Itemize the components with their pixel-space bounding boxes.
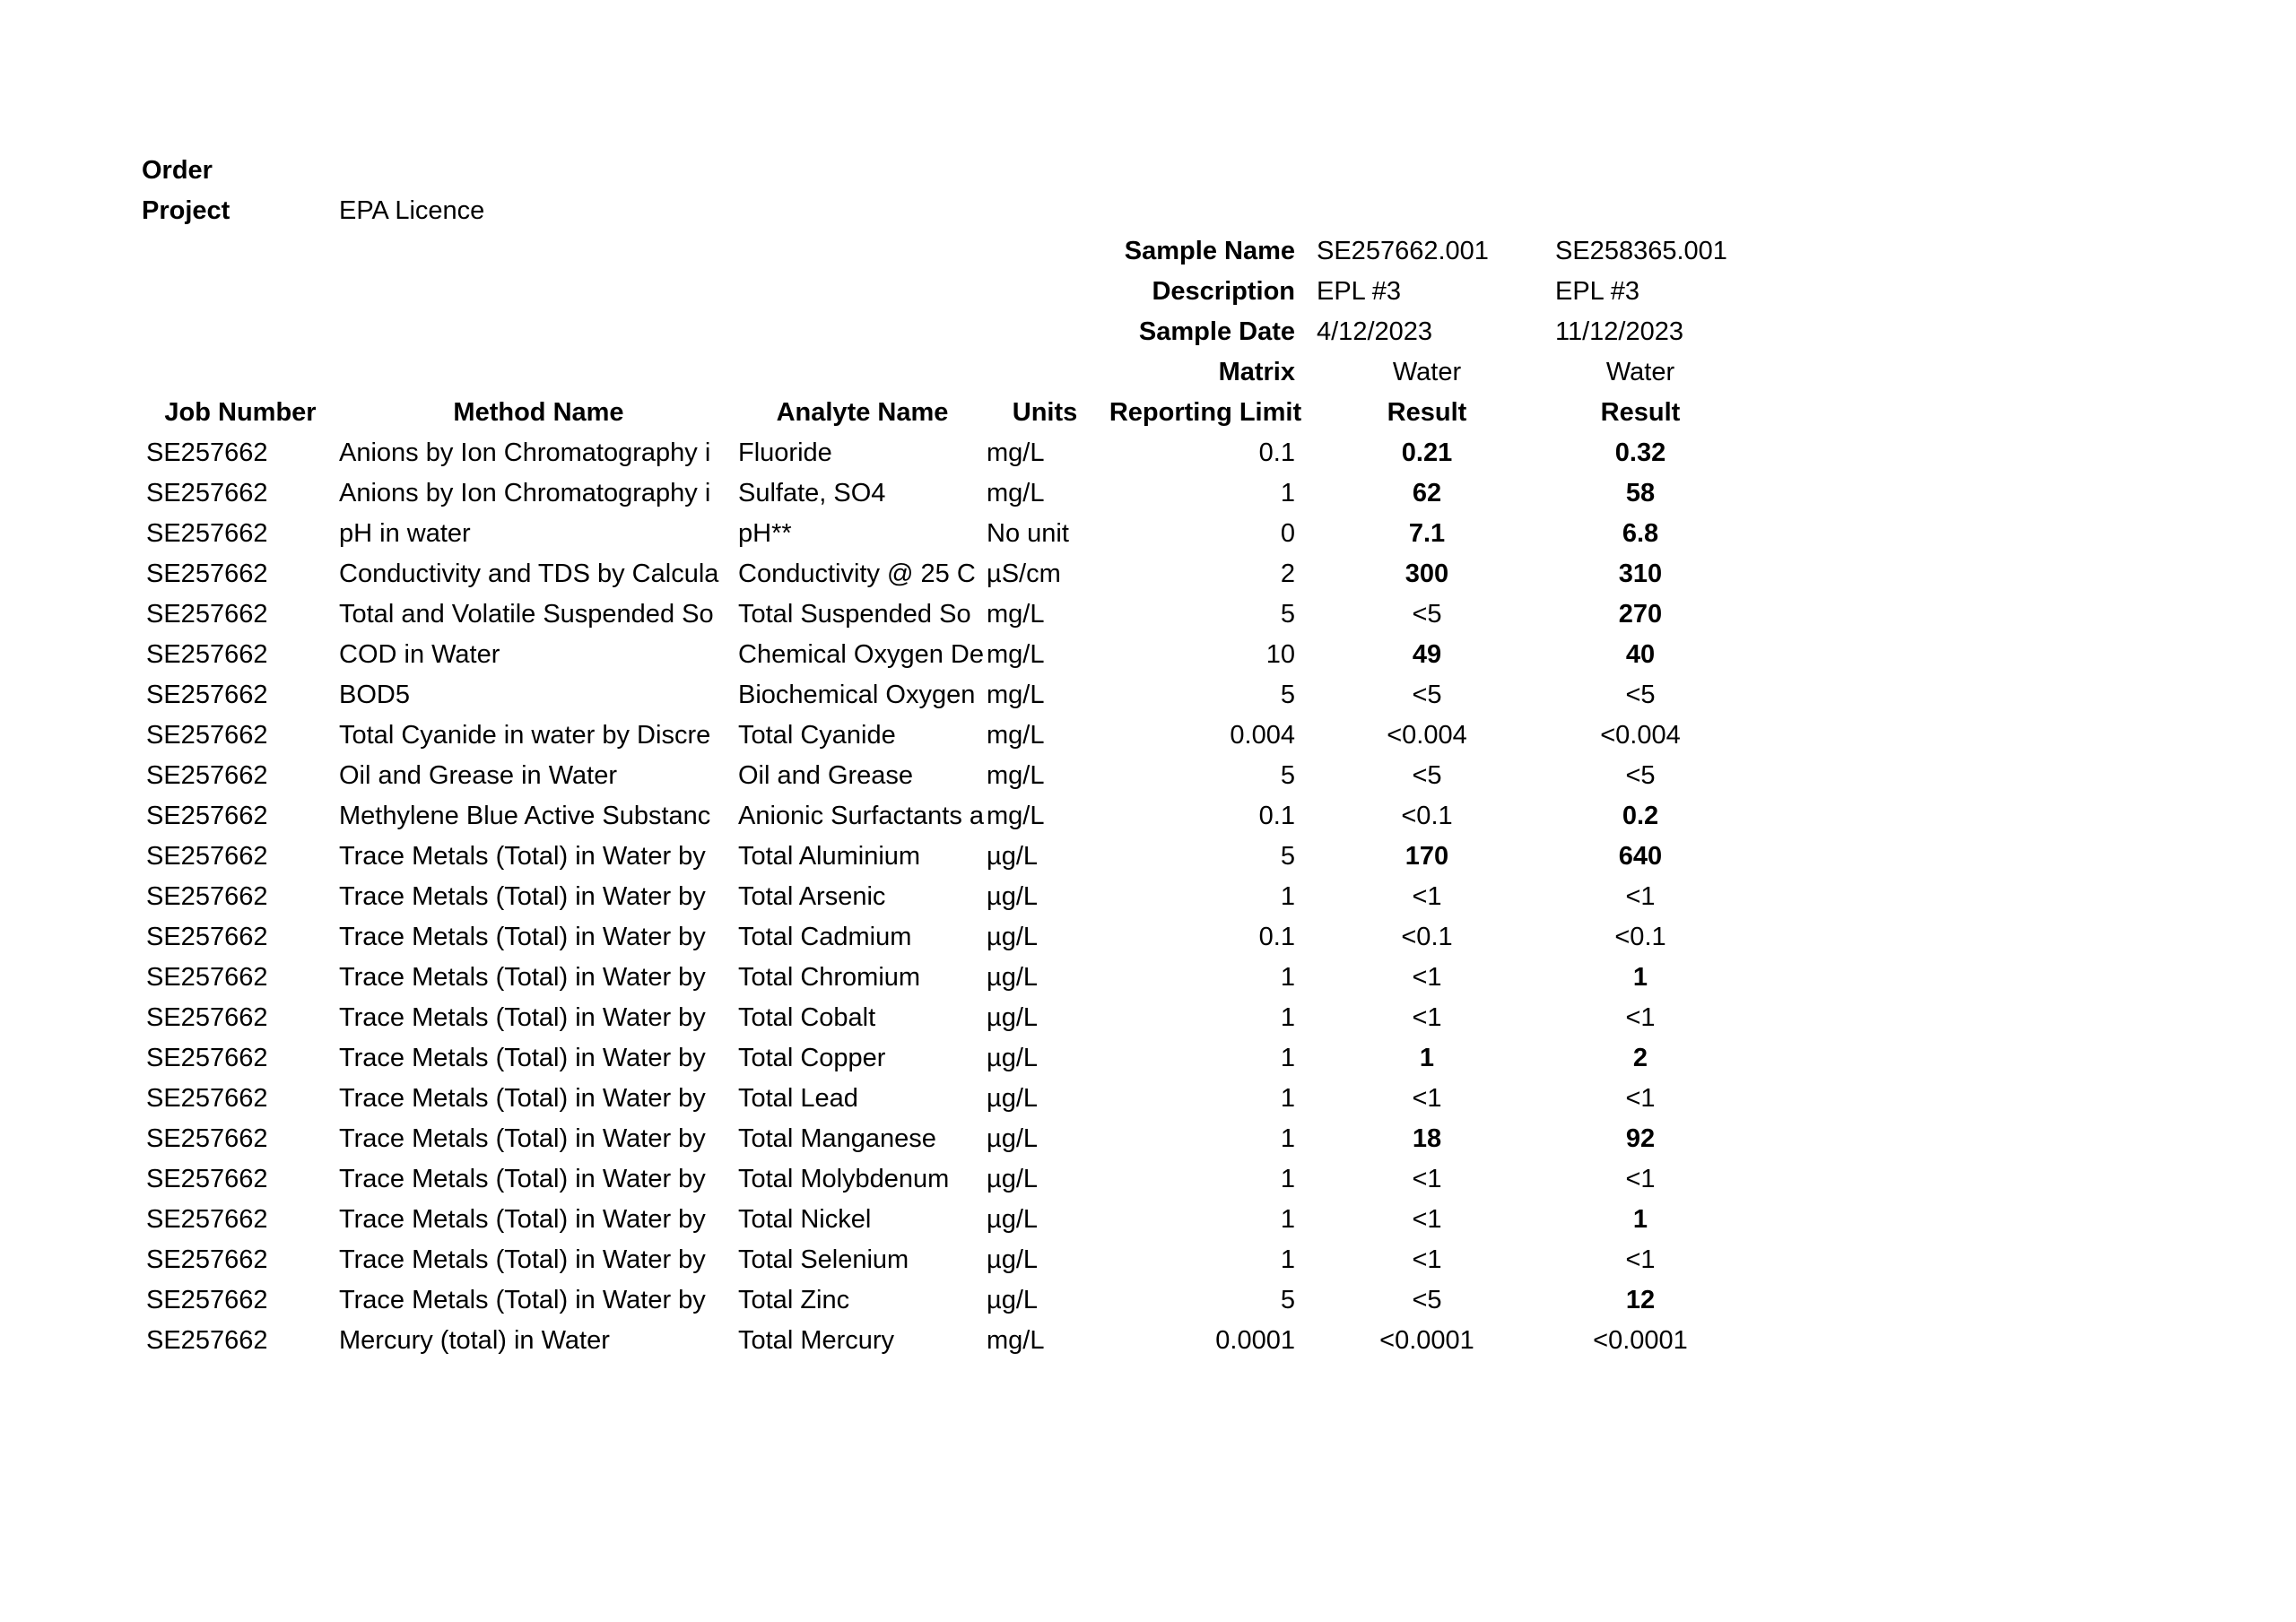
result1-cell: <0.1 (1401, 923, 1453, 951)
result1-cell: <1 (1412, 963, 1442, 992)
method-name-cell: Trace Metals (Total) in Water by (339, 1124, 706, 1153)
job-number-cell: SE257662 (146, 479, 268, 507)
reporting-limit-cell: 5 (1280, 842, 1295, 871)
reporting-limit-cell: 1 (1280, 1003, 1295, 1032)
job-number-cell: SE257662 (146, 1205, 268, 1234)
job-number-cell: SE257662 (146, 559, 268, 588)
result1-cell: <5 (1412, 761, 1442, 790)
result2-cell: <0.004 (1600, 721, 1681, 750)
result1-cell: <1 (1412, 1084, 1442, 1113)
job-number-cell: SE257662 (146, 438, 268, 467)
job-number-cell: SE257662 (146, 1326, 268, 1355)
reporting-limit-cell: 1 (1280, 479, 1295, 507)
job-number-cell: SE257662 (146, 600, 268, 629)
method-name-cell: Trace Metals (Total) in Water by (339, 842, 706, 871)
analyte-name-cell: pH** (738, 519, 792, 548)
sample-info-value-sample1: SE257662.001 (1317, 237, 1489, 265)
result2-cell: 640 (1618, 842, 1663, 871)
reporting-limit-cell: 0.1 (1258, 802, 1295, 830)
analyte-name-cell: Biochemical Oxygen (738, 681, 976, 709)
method-name-cell: BOD5 (339, 681, 410, 709)
job-number-cell: SE257662 (146, 640, 268, 669)
order-label: Order (142, 156, 213, 185)
analyte-name-cell: Total Chromium (738, 963, 921, 992)
result2-cell: <0.1 (1614, 923, 1666, 951)
reporting-limit-cell: 1 (1280, 1124, 1295, 1153)
result1-cell: <1 (1412, 1245, 1442, 1274)
method-name-cell: Anions by Ion Chromatography i (339, 479, 711, 507)
sample-info-value-sample1: Water (1392, 358, 1462, 386)
method-name-cell: Trace Metals (Total) in Water by (339, 923, 706, 951)
column-header-result-2: Result (1600, 398, 1681, 427)
sample-info-value-sample2: 11/12/2023 (1555, 317, 1683, 346)
order-spacer (339, 151, 1735, 191)
result2-cell: 1 (1632, 963, 1648, 992)
method-name-cell: Mercury (total) in Water (339, 1326, 610, 1355)
reporting-limit-cell: 5 (1280, 761, 1295, 790)
method-name-cell: pH in water (339, 519, 471, 548)
units-cell: mg/L (987, 721, 1045, 750)
sample-info-value-sample1: 4/12/2023 (1317, 317, 1433, 346)
job-number-cell: SE257662 (146, 802, 268, 830)
method-name-cell: Trace Metals (Total) in Water by (339, 1165, 706, 1193)
method-name-cell: Oil and Grease in Water (339, 761, 617, 790)
method-name-cell: Trace Metals (Total) in Water by (339, 882, 706, 911)
analyte-name-cell: Oil and Grease (738, 761, 914, 790)
analyte-name-cell: Total Lead (738, 1084, 858, 1113)
method-name-cell: Total and Volatile Suspended So (339, 600, 714, 629)
analyte-name-cell: Total Nickel (738, 1205, 872, 1234)
method-name-cell: Methylene Blue Active Substanc (339, 802, 711, 830)
column-header-job-number: Job Number (164, 398, 317, 427)
job-number-cell: SE257662 (146, 1084, 268, 1113)
units-cell: mg/L (987, 681, 1045, 709)
result2-cell: <1 (1625, 1084, 1656, 1113)
analyte-name-cell: Total Cobalt (738, 1003, 876, 1032)
reporting-limit-cell: 5 (1280, 1286, 1295, 1314)
result1-cell: <0.004 (1387, 721, 1467, 750)
method-name-cell: Anions by Ion Chromatography i (339, 438, 711, 467)
result2-cell: 58 (1625, 479, 1656, 507)
result2-cell: 270 (1618, 600, 1663, 629)
job-number-cell: SE257662 (146, 1044, 268, 1072)
analyte-name-cell: Total Copper (738, 1044, 886, 1072)
result2-cell: <0.0001 (1593, 1326, 1688, 1355)
result1-cell: 170 (1405, 842, 1449, 871)
units-cell: µg/L (987, 1245, 1039, 1274)
sample-info-label: Description (1152, 277, 1295, 306)
job-number-cell: SE257662 (146, 1286, 268, 1314)
result1-cell: 18 (1412, 1124, 1442, 1153)
analyte-name-cell: Total Molybdenum (738, 1165, 950, 1193)
reporting-limit-cell: 10 (1265, 640, 1295, 669)
method-name-cell: Trace Metals (Total) in Water by (339, 1286, 706, 1314)
reporting-limit-cell: 2 (1280, 559, 1295, 588)
result2-cell: 40 (1625, 640, 1656, 669)
analyte-name-cell: Conductivity @ 25 C (738, 559, 976, 588)
units-cell: mg/L (987, 761, 1045, 790)
result2-cell: 310 (1618, 559, 1663, 588)
sample-info-value-sample2: Water (1605, 358, 1675, 386)
result1-cell: 49 (1412, 640, 1442, 669)
result2-cell: <1 (1625, 1245, 1656, 1274)
units-cell: µg/L (987, 1044, 1039, 1072)
analyte-name-cell: Total Aluminium (738, 842, 921, 871)
units-cell: µg/L (987, 1084, 1039, 1113)
job-number-cell: SE257662 (146, 681, 268, 709)
result1-cell: <1 (1412, 1165, 1442, 1193)
job-number-cell: SE257662 (146, 1124, 268, 1153)
reporting-limit-cell: 1 (1280, 1084, 1295, 1113)
result2-cell: <5 (1625, 681, 1656, 709)
result1-cell: <1 (1412, 1205, 1442, 1234)
reporting-limit-cell: 1 (1280, 882, 1295, 911)
method-name-cell: Total Cyanide in water by Discre (339, 721, 711, 750)
column-header-reporting-limit: Reporting Limit (1109, 398, 1302, 427)
job-number-cell: SE257662 (146, 923, 268, 951)
reporting-limit-cell: 0.1 (1258, 923, 1295, 951)
reporting-limit-cell: 1 (1280, 1205, 1295, 1234)
analyte-name-cell: Total Arsenic (738, 882, 886, 911)
result1-cell: <1 (1412, 882, 1442, 911)
reporting-limit-cell: 0.0001 (1215, 1326, 1295, 1355)
result2-cell: <1 (1625, 882, 1656, 911)
reporting-limit-cell: 1 (1280, 963, 1295, 992)
sample-info-value-sample2: EPL #3 (1555, 277, 1640, 306)
sample-info-value-sample2: SE258365.001 (1555, 237, 1727, 265)
result1-cell: 62 (1412, 479, 1442, 507)
analyte-name-cell: Total Cadmium (738, 923, 912, 951)
reporting-limit-cell: 5 (1280, 600, 1295, 629)
units-cell: µg/L (987, 1286, 1039, 1314)
job-number-cell: SE257662 (146, 1003, 268, 1032)
units-cell: mg/L (987, 438, 1045, 467)
job-number-cell: SE257662 (146, 721, 268, 750)
result2-cell: 2 (1632, 1044, 1648, 1072)
project-value: EPA Licence (339, 196, 485, 225)
units-cell: mg/L (987, 1326, 1045, 1355)
result2-cell: 6.8 (1622, 519, 1659, 548)
project-spacer (738, 191, 1735, 231)
method-name-cell: Trace Metals (Total) in Water by (339, 963, 706, 992)
result2-cell: 1 (1632, 1205, 1648, 1234)
reporting-limit-cell: 0.1 (1258, 438, 1295, 467)
method-name-cell: Conductivity and TDS by Calcula (339, 559, 719, 588)
project-label: Project (142, 196, 230, 225)
units-cell: µg/L (987, 882, 1039, 911)
method-name-cell: Trace Metals (Total) in Water by (339, 1205, 706, 1234)
analyte-name-cell: Fluoride (738, 438, 832, 467)
result1-cell: 300 (1405, 559, 1449, 588)
result2-cell: <1 (1625, 1003, 1656, 1032)
job-number-cell: SE257662 (146, 1165, 268, 1193)
result2-cell: 0.2 (1622, 802, 1659, 830)
job-number-cell: SE257662 (146, 1245, 268, 1274)
result2-cell: 92 (1625, 1124, 1656, 1153)
column-header-result-1: Result (1387, 398, 1467, 427)
analyte-name-cell: Total Mercury (738, 1326, 895, 1355)
reporting-limit-cell: 5 (1280, 681, 1295, 709)
job-number-cell: SE257662 (146, 963, 268, 992)
reporting-limit-cell: 1 (1280, 1245, 1295, 1274)
analyte-name-cell: Sulfate, SO4 (738, 479, 886, 507)
units-cell: µg/L (987, 1205, 1039, 1234)
units-cell: mg/L (987, 600, 1045, 629)
column-header-units: Units (1012, 398, 1078, 427)
sample-info-label: Sample Name (1124, 237, 1295, 265)
method-name-cell: Trace Metals (Total) in Water by (339, 1245, 706, 1274)
analyte-name-cell: Total Suspended So (738, 600, 971, 629)
units-cell: No unit (987, 519, 1069, 548)
analyte-name-cell: Total Cyanide (738, 721, 896, 750)
analyte-name-cell: Anionic Surfactants a (738, 802, 985, 830)
job-number-cell: SE257662 (146, 842, 268, 871)
analyte-name-cell: Total Zinc (738, 1286, 850, 1314)
units-cell: µg/L (987, 1165, 1039, 1193)
result1-cell: <1 (1412, 1003, 1442, 1032)
result2-cell: 12 (1625, 1286, 1656, 1314)
job-number-cell: SE257662 (146, 882, 268, 911)
result1-cell: <5 (1412, 1286, 1442, 1314)
result2-cell: 0.32 (1614, 438, 1666, 467)
result1-cell: <0.0001 (1379, 1326, 1474, 1355)
result1-cell: <5 (1412, 681, 1442, 709)
reporting-limit-cell: 1 (1280, 1044, 1295, 1072)
units-cell: mg/L (987, 640, 1045, 669)
analyte-name-cell: Total Selenium (738, 1245, 909, 1274)
result1-cell: 1 (1419, 1044, 1435, 1072)
units-cell: mg/L (987, 479, 1045, 507)
analyte-name-cell: Total Manganese (738, 1124, 936, 1153)
reporting-limit-cell: 0.004 (1230, 721, 1295, 750)
units-cell: µS/cm (987, 559, 1061, 588)
units-cell: µg/L (987, 923, 1039, 951)
result1-cell: <5 (1412, 600, 1442, 629)
method-name-cell: Trace Metals (Total) in Water by (339, 1003, 706, 1032)
result1-cell: 0.21 (1401, 438, 1453, 467)
units-cell: µg/L (987, 1124, 1039, 1153)
sample-info-label: Matrix (1218, 358, 1295, 386)
job-number-cell: SE257662 (146, 519, 268, 548)
method-name-cell: COD in Water (339, 640, 500, 669)
units-cell: µg/L (987, 842, 1039, 871)
result1-cell: 7.1 (1408, 519, 1446, 548)
units-cell: µg/L (987, 963, 1039, 992)
column-header-analyte-name: Analyte Name (776, 398, 949, 427)
analyte-name-cell: Chemical Oxygen De (738, 640, 984, 669)
reporting-limit-cell: 0 (1280, 519, 1295, 548)
sample-info-value-sample1: EPL #3 (1317, 277, 1402, 306)
result2-cell: <5 (1625, 761, 1656, 790)
sample-info-label: Sample Date (1138, 317, 1295, 346)
lab-results-sheet (142, 151, 1735, 1361)
units-cell: mg/L (987, 802, 1045, 830)
method-name-cell: Trace Metals (Total) in Water by (339, 1084, 706, 1113)
method-name-cell: Trace Metals (Total) in Water by (339, 1044, 706, 1072)
column-header-method-name: Method Name (453, 398, 624, 427)
result2-cell: <1 (1625, 1165, 1656, 1193)
result1-cell: <0.1 (1401, 802, 1453, 830)
units-cell: µg/L (987, 1003, 1039, 1032)
reporting-limit-cell: 1 (1280, 1165, 1295, 1193)
job-number-cell: SE257662 (146, 761, 268, 790)
